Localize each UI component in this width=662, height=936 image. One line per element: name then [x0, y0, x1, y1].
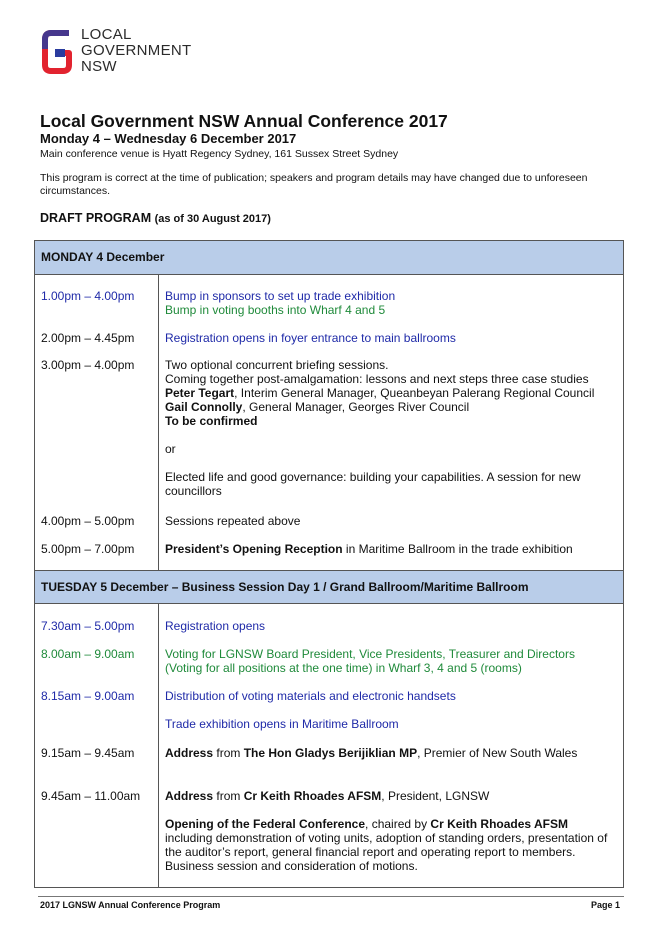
- desc-line: Distribution of voting materials and electronic handsets: [165, 689, 456, 703]
- column-divider: [158, 604, 159, 888]
- desc-line: Voting for LGNSW Board President, Vice Presidents, Treasurer and Directors: [165, 647, 575, 661]
- desc-line: Elected life and good governance: building your capabilities. A session for new councillors: [165, 470, 581, 498]
- speaker-name: Gail Connolly: [165, 400, 243, 414]
- disclaimer: This program is correct at the time of publication; speakers and program details may have changed due to unforeseen circumstances.: [40, 172, 588, 197]
- time-cell: 9.45am – 11.00am: [41, 789, 141, 803]
- page-number: Page 1: [590, 900, 620, 910]
- desc-line: Registration opens: [165, 619, 266, 633]
- desc-line: Sessions repeated above: [165, 514, 301, 528]
- lgnsw-logo: [41, 27, 221, 79]
- draft-program-heading: [40, 211, 271, 225]
- draft-date: (as of 30 August 2017): [154, 213, 271, 225]
- desc-line: President’s Opening Reception in Maritime Ballroom in the trade exhibition: [165, 542, 573, 556]
- speaker-line: [165, 386, 620, 400]
- logo-wordmark: [81, 27, 192, 75]
- footer-divider: [38, 896, 624, 897]
- logo-line-3: NSW: [81, 58, 117, 75]
- speaker-role: , Interim General Manager, Queanbeyan Palerang Regional Council: [234, 386, 595, 400]
- desc-line: Two optional concurrent briefing sessions.: [165, 358, 389, 372]
- logo-line-2: GOVERNMENT: [81, 42, 192, 59]
- tuesday-heading: TUESDAY 5 December – Business Session Day 1 / Grand Ballroom/Maritime Ballroom: [35, 570, 623, 604]
- desc-line: or: [165, 442, 176, 456]
- draft-label: DRAFT PROGRAM: [40, 211, 152, 225]
- time-cell: 7.30am – 5.00pm: [41, 619, 135, 633]
- time-cell: 9.15am – 9.45am: [41, 746, 135, 760]
- page-title: Local Government NSW Annual Conference 2017: [40, 111, 448, 131]
- page-subtitle: Monday 4 – Wednesday 6 December 2017: [40, 131, 297, 146]
- time-cell: 3.00pm – 4.00pm: [41, 358, 135, 372]
- time-cell: 1.00pm – 4.00pm: [41, 289, 135, 303]
- desc-line: Opening of the Federal Conference, chaired by Cr Keith Rhoades AFSM: [165, 817, 568, 831]
- desc-line: Bump in voting booths into Wharf 4 and 5: [165, 303, 386, 317]
- time-cell: 4.00pm – 5.00pm: [41, 514, 135, 528]
- program-table: [34, 240, 624, 888]
- desc-line: including demonstration of voting units, adoption of standing orders, presentation of the auditor’s report, general financial report and operating report to members. Business session and consideration of motions.: [165, 831, 608, 873]
- time-cell: 8.00am – 9.00am: [41, 647, 135, 661]
- desc-line: Address from The Hon Gladys Berijiklian MP, Premier of New South Wales: [165, 746, 578, 760]
- time-cell: 5.00pm – 7.00pm: [41, 542, 135, 556]
- desc-line: Address from Cr Keith Rhoades AFSM, President, LGNSW: [165, 789, 490, 803]
- speaker-line: [165, 400, 620, 414]
- desc-line: To be confirmed: [165, 414, 258, 428]
- lgnsw-g-icon: [41, 27, 73, 77]
- speaker-role: , General Manager, Georges River Council: [242, 400, 470, 414]
- desc-line: Bump in sponsors to set up trade exhibition: [165, 289, 396, 303]
- desc-line: (Voting for all positions at the one time) in Wharf 3, 4 and 5 (rooms): [165, 661, 522, 675]
- desc-line: Registration opens in foyer entrance to main ballrooms: [165, 331, 456, 345]
- time-cell: 2.00pm – 4.45pm: [41, 331, 135, 345]
- footer-title: 2017 LGNSW Annual Conference Program: [40, 900, 221, 910]
- logo-line-1: LOCAL: [81, 26, 132, 43]
- monday-heading: MONDAY 4 December: [35, 241, 623, 275]
- desc-line: Trade exhibition opens in Maritime Ballroom: [165, 717, 399, 731]
- time-cell: 8.15am – 9.00am: [41, 689, 135, 703]
- column-divider: [158, 275, 159, 570]
- desc-line: Coming together post-amalgamation: lessons and next steps three case studies: [165, 372, 589, 386]
- speaker-name: Peter Tegart: [165, 386, 235, 400]
- venue-line: Main conference venue is Hyatt Regency Sydney, 161 Sussex Street Sydney: [40, 148, 399, 160]
